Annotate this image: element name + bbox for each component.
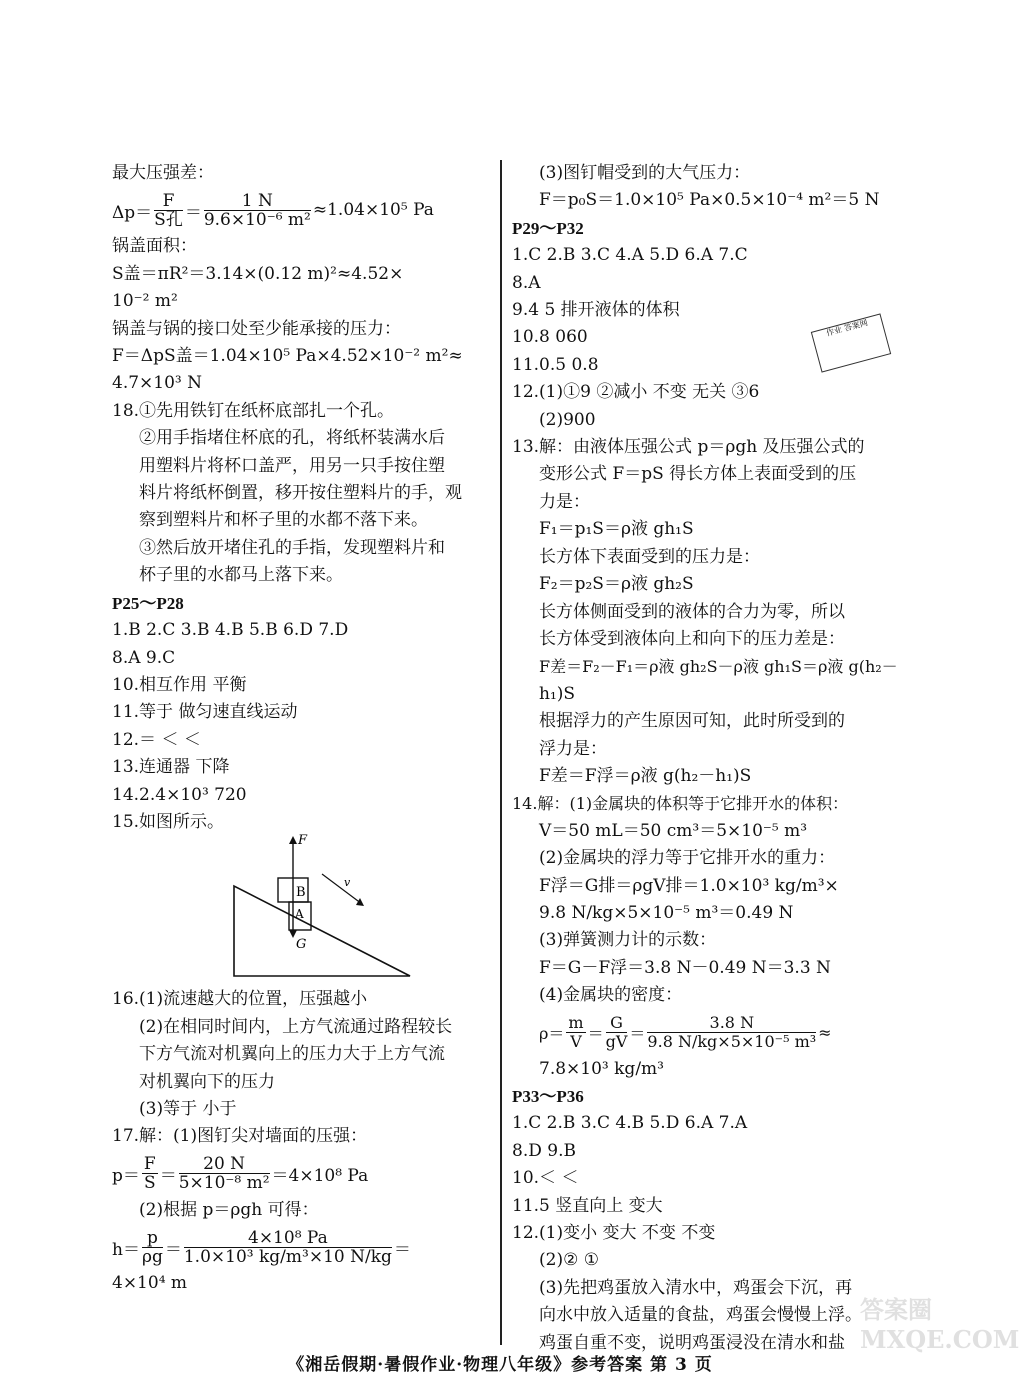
text-line: 锅盖面积： — [112, 236, 197, 257]
fraction — [204, 192, 311, 229]
label-b: B — [296, 885, 306, 901]
text-line: h₁)S — [539, 683, 576, 704]
velocity-arrow — [322, 874, 362, 904]
eq-part: ＝ — [164, 1239, 182, 1260]
text-line: F浮＝G排＝ρgV排＝1.0×10³ kg/m³× — [539, 875, 839, 896]
text-line: 1.B 2.C 3.B 4.B 5.B 6.D 7.D — [112, 620, 349, 641]
text-line: 12.＝ ＜ ＜ — [112, 729, 201, 750]
text-line: 长方体受到液体向上和向下的压力差是： — [539, 628, 845, 649]
text-line: ②用手指堵住杯底的孔，将纸杯装满水后 — [139, 428, 445, 449]
text-line: 13.解：由液体压强公式 p＝ρgh 及压强公式的 — [512, 437, 865, 458]
fraction — [647, 1014, 816, 1051]
text-line: (2)② ① — [539, 1250, 599, 1271]
text-line: 7.8×10³ kg/m³ — [539, 1058, 664, 1079]
text-line: (3)弹簧测力计的示数： — [539, 930, 717, 951]
text-line: 8.A 9.C — [112, 647, 176, 668]
text-line: S盖＝πR²＝3.14×(0.12 m)²≈4.52× — [112, 263, 404, 284]
text-line: F₂＝p₂S＝ρ液 gh₂S — [539, 574, 694, 595]
text-line: (2)900 — [539, 409, 596, 430]
eq-part: ＝4×10⁸ Pa — [271, 1166, 369, 1187]
text-line: 14.解：(1)金属块的体积等于它排开水的体积： — [512, 794, 849, 814]
text-line: 根据浮力的产生原因可知，此时所受到的 — [539, 711, 845, 732]
numerator: 20 N — [179, 1155, 270, 1174]
section-heading: P33～P36 — [512, 1087, 584, 1106]
numerator: 1 N — [204, 192, 311, 211]
text-line: 10.相互作用 平衡 — [112, 674, 247, 695]
denominator: 9.6×10⁻⁶ m² — [203, 209, 311, 230]
text-line: 4×10⁴ m — [112, 1273, 188, 1294]
numerator: p — [142, 1229, 163, 1248]
text-line: 察到塑料片和杯子里的水都不落下来。 — [139, 510, 428, 531]
denominator: 5×10⁻⁸ m² — [178, 1173, 270, 1194]
fraction — [142, 1155, 158, 1192]
text-line: 16.(1)流速越大的位置，压强越小 — [112, 989, 368, 1010]
text-line: 12.(1)①9 ②减小 不变 无关 ③6 — [512, 382, 760, 403]
denominator: ρg — [141, 1246, 163, 1267]
text-line: 11.等于 做匀速直线运动 — [112, 702, 298, 723]
force-diagram — [112, 833, 497, 986]
fraction — [142, 1229, 163, 1266]
text-line: 长方体下表面受到的压力是： — [539, 546, 760, 567]
numerator: 4×10⁸ Pa — [184, 1229, 392, 1248]
text-line: 对机翼向下的压力 — [139, 1071, 275, 1092]
text-line: F₁＝p₁S＝ρ液 gh₁S — [539, 519, 694, 540]
denominator: S孔 — [154, 209, 183, 230]
equation-density: ρ＝ $\frac{m}{V}$ ＝ $\frac{G}{gV}$ ＝ $\frac{3.8 N}{\text{9.8 N/kg×5×10⁻⁵ m³}}$ ≈ — [539, 1013, 832, 1052]
incline-figure — [112, 833, 497, 986]
text-line: 1.C 2.B 3.C 4.A 5.D 6.A 7.C — [512, 245, 748, 266]
text-line: ③然后放开堵住孔的手指，发现塑料片和 — [139, 537, 445, 558]
label-v: v — [344, 876, 351, 890]
text-line: (2)金属块的浮力等于它排开水的重力： — [539, 848, 836, 869]
text-line: V＝50 mL＝50 cm³＝5×10⁻⁵ m³ — [539, 820, 808, 841]
fraction — [566, 1014, 585, 1051]
text-line: (4)金属块的密度： — [539, 985, 683, 1006]
numerator: 3.8 N — [647, 1014, 816, 1033]
text-line: 锅盖与锅的接口处至少能承接的压力： — [112, 318, 401, 339]
eq-part: h＝ — [112, 1239, 140, 1260]
text-line: 10⁻² m² — [112, 291, 178, 312]
numerator: F — [154, 192, 183, 211]
text-line: F＝ΔpS盖＝1.04×10⁵ Pa×4.52×10⁻² m²≈ — [112, 346, 463, 367]
stamp-text: 作业 答案网 — [825, 318, 869, 338]
numerator: G — [606, 1014, 628, 1033]
text-line: 用塑料片将杯口盖严，用另一只手按住塑 — [139, 455, 445, 476]
label-g: G — [296, 937, 307, 953]
eq-part: ≈1.04×10⁵ Pa — [312, 200, 434, 221]
eq-part: Δp＝ — [112, 202, 153, 223]
eq-part: ＝ — [159, 1166, 177, 1187]
eq-part: ＝ — [184, 202, 202, 223]
text-line: 10.8 060 — [512, 327, 588, 348]
text-line: (3)等于 小于 — [139, 1098, 237, 1119]
text-line: 13.连通器 下降 — [112, 757, 230, 778]
text-line: 15.如图所示。 — [112, 811, 225, 832]
fraction — [154, 192, 183, 229]
text-line: 14.2.4×10³ 720 — [112, 784, 247, 805]
section-heading: P29～P32 — [512, 218, 584, 238]
eq-part: ＝ — [393, 1239, 411, 1260]
equation-pressure-diff — [112, 187, 497, 233]
velocity-arrow-head — [356, 898, 364, 906]
text-line: 8.A — [512, 272, 541, 293]
text-line: 11.0.5 0.8 — [512, 354, 599, 375]
numerator: F — [143, 1154, 156, 1175]
text-line: F差＝F₂－F₁＝ρ液 gh₂S－ρ液 gh₁S＝ρ液 g(h₂－ — [539, 657, 898, 677]
text-line: 17.解：(1)图钉尖对墙面的压强： — [112, 1126, 368, 1147]
text-line: (2)在相同时间内，上方气流通过路程较长 — [139, 1016, 453, 1037]
column-divider — [500, 160, 502, 1345]
text-line: F差＝F浮＝ρ液 g(h₂－h₁)S — [539, 765, 752, 786]
equation-pressure — [112, 1151, 497, 1197]
denominator: 1.0×10³ kg/m³×10 N/kg — [183, 1246, 392, 1267]
text-line: F＝p₀S＝1.0×10⁵ Pa×0.5×10⁻⁴ m²＝5 N — [539, 190, 880, 211]
text-line: 力是： — [539, 491, 590, 512]
eq-part: ≈ — [818, 1023, 832, 1043]
text-line: 变形公式 F＝pS 得长方体上表面受到的压 — [539, 464, 857, 485]
text-line: (2)根据 p＝ρgh 可得： — [139, 1199, 319, 1220]
label-a: A — [295, 907, 304, 922]
denominator: gV — [605, 1032, 628, 1052]
section-heading: P25～P28 — [112, 593, 184, 613]
text-line: (3)先把鸡蛋放入清水中，鸡蛋会下沉，再 — [539, 1277, 853, 1298]
text-line: 8.D 9.B — [512, 1140, 576, 1161]
numerator: m — [568, 1013, 584, 1033]
incline-triangle — [234, 886, 410, 976]
text-line: (3)图钉帽受到的大气压力： — [539, 163, 751, 183]
text-line: 杯子里的水都马上落下来。 — [139, 565, 343, 586]
text-line: 下方气流对机翼向上的压力大于上方气流 — [139, 1044, 445, 1065]
text-line: 4.7×10³ N — [112, 373, 203, 394]
fraction — [179, 1155, 270, 1192]
denominator: V — [570, 1032, 582, 1052]
text-line: 11.5 竖直向上 变大 — [512, 1195, 663, 1216]
eq-part: ρ＝ — [539, 1024, 565, 1044]
text-line: F＝G－F浮＝3.8 N－0.49 N＝3.3 N — [539, 957, 831, 978]
text-line: 浮力是： — [539, 738, 607, 759]
text-line: 最大压强差： — [112, 163, 214, 183]
text-line: 12.(1)变小 变大 不变 不变 — [512, 1223, 716, 1244]
label-f: F — [298, 833, 308, 849]
text-line: 向水中放入适量的食盐，鸡蛋会慢慢上浮。 — [539, 1305, 862, 1326]
fraction — [606, 1014, 628, 1051]
denominator: 9.8 N/kg×5×10⁻⁵ m³ — [647, 1032, 817, 1052]
equation-height — [112, 1224, 497, 1270]
page-footer: 《湘岳假期·暑假作业·物理八年级》参考答案 第 3 页 — [287, 1355, 713, 1375]
text-line: 长方体侧面受到的液体的合力为零，所以 — [539, 601, 845, 622]
arrow-head-up — [289, 836, 297, 844]
fraction — [184, 1229, 392, 1266]
watermark: 答案圈 MXQE.COM — [860, 1295, 1019, 1354]
text-line: 10.＜ ＜ — [512, 1168, 579, 1189]
text-line: 1.C 2.B 3.C 4.B 5.D 6.A 7.A — [512, 1113, 748, 1134]
text-line: 料片将纸杯倒置，移开按住塑料片的手，观 — [139, 483, 462, 504]
denominator: S — [143, 1173, 156, 1194]
text-line: 18.①先用铁钉在纸杯底部扎一个孔。 — [112, 400, 395, 421]
left-column — [112, 160, 497, 1298]
text-line: 9.4 5 排开液体的体积 — [512, 300, 680, 321]
eq-part: p＝ — [112, 1166, 140, 1187]
text-line: 鸡蛋自重不变，说明鸡蛋浸没在清水和盐 — [539, 1332, 845, 1353]
text-line: 9.8 N/kg×5×10⁻⁵ m³＝0.49 N — [539, 902, 794, 923]
